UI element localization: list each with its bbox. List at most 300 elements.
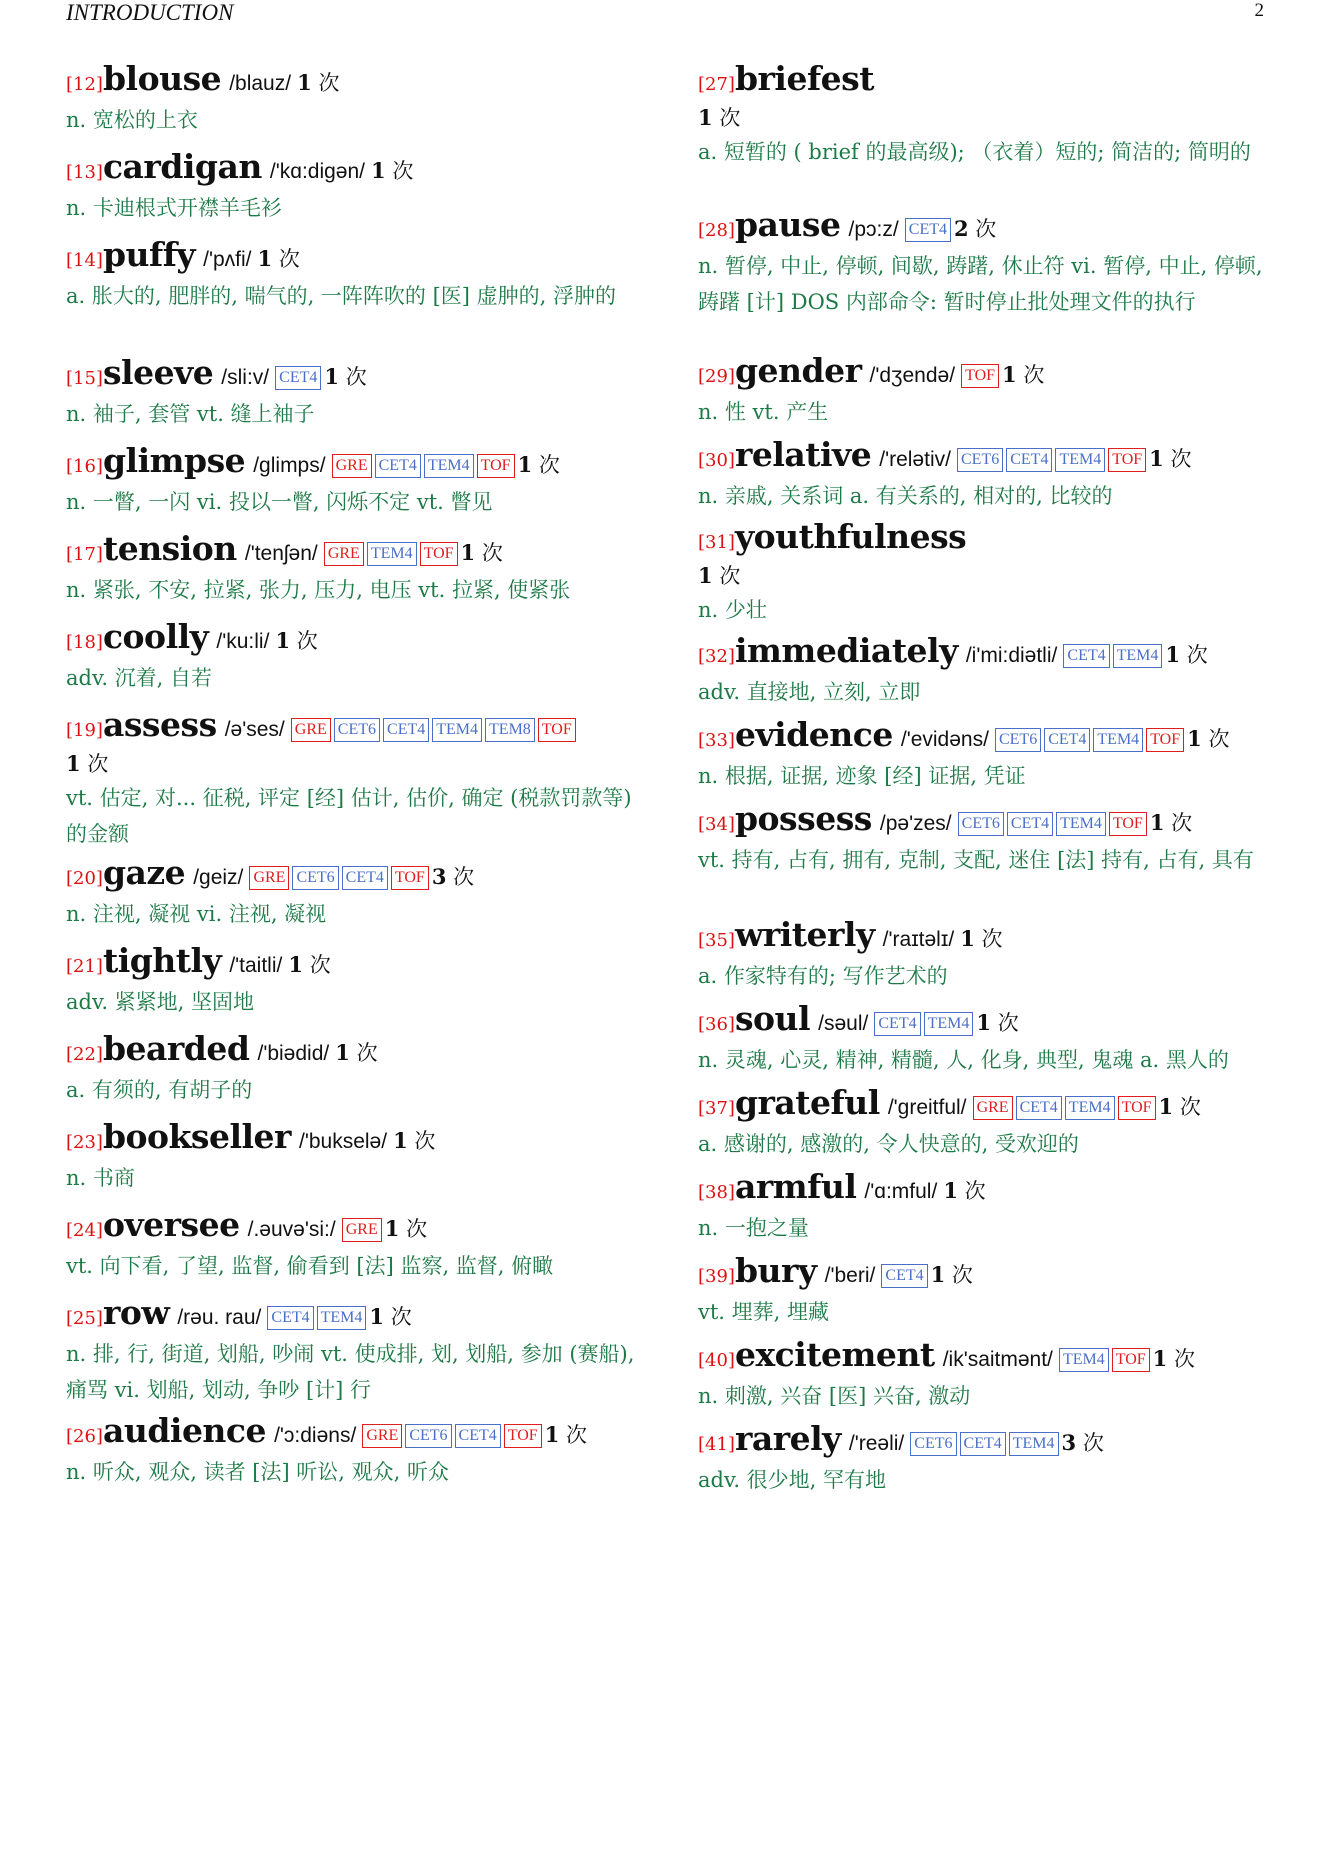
entry-head [66,1293,642,1336]
entry-head [66,353,642,396]
entry-definition: n. 亲戚, 关系词 a. 有关系的, 相对的, 比较的 [698,484,1113,508]
vocab-entry [698,1335,1270,1414]
entry-index: [28] [698,220,735,241]
frequency-unit: 次 [1173,1347,1195,1371]
entry-word: sleeve [102,353,214,392]
page-number: 2 [1254,0,1264,21]
entry-word: coolly [102,617,209,656]
vocab-entry [698,1083,1270,1162]
exam-tag-tof: TOF [961,364,999,388]
entry-word: youthfulness [734,517,967,556]
frequency-unit: 次 [296,629,318,653]
entry-frequency [1187,727,1229,751]
entry-index: [35] [698,930,735,951]
frequency-unit: 次 [453,865,475,889]
entry-ipa: /.əuvə'si:/ [247,1218,336,1241]
entry-frequency [461,541,503,565]
exam-tag-cet4: CET4 [342,866,388,890]
vocab-entry [698,715,1270,794]
page-header [66,0,1264,28]
entry-index: [27] [698,74,735,95]
frequency-count: 1 [960,926,975,951]
frequency-unit: 次 [566,1423,588,1447]
vocab-entry [698,915,1270,994]
vocab-entry [66,1293,642,1408]
entry-word: blouse [102,59,222,98]
entry-head [66,617,642,660]
entry-ipa: /'evidəns/ [900,728,989,751]
frequency-unit: 次 [1023,363,1045,387]
vocab-entry [66,235,642,314]
entry-definition: vt. 埋葬, 埋藏 [698,1300,830,1324]
entry-index: [33] [698,730,735,751]
exam-tag-cet4: CET4 [1063,644,1109,668]
entry-head [66,705,642,780]
exam-tag-cet4: CET4 [383,718,429,742]
entry-head [698,1335,1270,1378]
exam-tag-cet4: CET4 [267,1306,313,1330]
entry-definition: n. 书商 [66,1166,135,1190]
entry-ipa: /'relətiv/ [879,448,951,471]
entry-definition: n. 一抱之量 [698,1216,809,1240]
entry-index: [16] [66,456,103,477]
entry-head [66,59,642,102]
vocab-entry [66,353,642,432]
entry-word: gender [734,351,862,390]
entry-word: briefest [734,59,874,98]
entry-frequency [432,865,474,889]
vocab-entry [698,999,1270,1078]
vocab-entry [698,435,1270,514]
entry-word: tightly [102,941,222,980]
exam-tag-gre: GRE [342,1218,382,1242]
entry-frequency [954,217,996,241]
vocab-entry [66,147,642,226]
entry-ipa: /'biədid/ [257,1042,330,1065]
entry-word: armful [734,1167,857,1206]
vocab-entry [66,1205,642,1284]
frequency-count: 1 [1152,1346,1168,1371]
frequency-count: 1 [1002,362,1017,387]
entry-head [66,235,642,278]
entry-frequency [297,71,339,95]
entry-head [698,1167,1270,1210]
frequency-count: 1 [976,1010,991,1035]
entry-word: relative [734,435,872,474]
vocab-entry [698,59,1270,170]
entry-ipa: /'greitful/ [887,1096,967,1119]
entry-ipa: /səul/ [818,1012,869,1035]
exam-tag-tof: TOF [420,542,458,566]
exam-tag-tem4: TEM4 [1113,644,1163,668]
exam-tag-gre: GRE [973,1096,1013,1120]
exam-tag-tof: TOF [1112,1348,1150,1372]
entry-word: audience [102,1411,267,1450]
entry-word: immediately [734,631,958,670]
entry-frequency [275,629,317,653]
entry-word: row [102,1293,170,1332]
vocab-entry [698,631,1270,710]
entry-ipa: /'reəli/ [848,1432,905,1455]
entry-index: [12] [66,74,103,95]
frequency-count: 1 [460,540,476,565]
entry-head [698,435,1270,478]
entry-word: bury [734,1251,817,1290]
entry-definition: n. 性 vt. 产生 [698,400,829,424]
frequency-unit: 次 [719,564,741,588]
entry-ipa: /'pʌfi/ [203,248,252,271]
frequency-unit: 次 [1082,1431,1104,1455]
entry-ipa: /'ɑ:mful/ [864,1180,938,1203]
frequency-unit: 次 [981,927,1003,951]
frequency-count: 1 [288,952,304,977]
entry-frequency [335,1041,377,1065]
frequency-unit: 次 [481,541,503,565]
entry-frequency [976,1011,1018,1035]
frequency-count: 1 [275,628,291,653]
vocab-entry [66,941,642,1020]
vocab-entry [698,1419,1270,1498]
entry-word: glimpse [102,441,246,480]
entry-head [66,441,642,484]
vocab-entry [66,441,642,520]
entry-index: [21] [66,956,103,977]
entry-head [66,529,642,572]
entry-definition: adv. 紧紧地, 坚固地 [66,990,255,1014]
exam-tag-tof: TOF [391,866,429,890]
entry-index: [40] [698,1350,735,1371]
entry-frequency [545,1423,587,1447]
exam-tag-cet6: CET6 [405,1424,451,1448]
frequency-unit: 次 [1179,1095,1201,1119]
entry-index: [24] [66,1220,103,1241]
entry-definition: a. 胀大的, 肥胖的, 喘气的, 一阵阵吹的 [医] 虚肿的, 浮肿的 [66,284,617,308]
vocab-entry [66,705,642,852]
entry-ipa: /'taitli/ [229,954,283,977]
entry-definition: n. 紧张, 不安, 拉紧, 张力, 压力, 电压 vt. 拉紧, 使紧张 [66,578,571,602]
vocab-entry [698,517,1270,628]
entry-frequency [1153,1347,1195,1371]
entry-definition: n. 卡迪根式开襟羊毛衫 [66,196,282,220]
frequency-unit: 次 [1170,447,1192,471]
frequency-count: 1 [297,70,312,95]
exam-tag-cet6: CET6 [958,812,1004,836]
entry-word: rarely [734,1419,841,1458]
entry-frequency [1165,643,1207,667]
vocab-entry [66,1117,642,1196]
frequency-count: 1 [943,1178,958,1203]
frequency-unit: 次 [1171,811,1193,835]
exam-tag-cet6: CET6 [292,866,338,890]
entry-frequency [385,1217,427,1241]
entry-ipa: /glimps/ [253,454,326,477]
entry-index: [14] [66,250,103,271]
exam-tag-gre: GRE [249,866,289,890]
exam-tag-cet4: CET4 [1007,812,1053,836]
frequency-unit: 次 [345,365,367,389]
entry-word: tension [102,529,237,568]
entry-definition: adv. 很少地, 罕有地 [698,1468,887,1492]
entry-frequency [518,453,560,477]
entry-frequency [1149,447,1191,471]
entry-frequency [1002,363,1044,387]
exam-tag-cet4: CET4 [960,1432,1006,1456]
entry-word: assess [102,705,217,744]
entry-frequency [258,247,300,271]
entry-head [698,999,1270,1042]
entry-frequency [1150,811,1192,835]
exam-tag-tem4: TEM4 [1055,448,1105,472]
frequency-unit: 次 [1186,643,1208,667]
entry-head [698,205,1270,248]
frequency-unit: 次 [309,953,331,977]
frequency-unit: 次 [719,106,741,130]
exam-tag-gre: GRE [362,1424,402,1448]
entry-definition: a. 作家特有的; 写作艺术的 [698,964,948,988]
exam-tag-tof: TOF [477,454,515,478]
exam-tag-gre: GRE [332,454,372,478]
entry-definition: n. 排, 行, 街道, 划船, 吵闹 vt. 使成排, 划, 划船, 参加 (赛船), 痛骂 vi. 划船, 划动, 争吵 [计] 行 [66,1342,635,1402]
entry-definition: n. 注视, 凝视 vi. 注视, 凝视 [66,902,327,926]
frequency-unit: 次 [392,159,414,183]
entry-word: bearded [102,1029,250,1068]
entry-frequency [1062,1431,1104,1455]
vocab-entry [66,853,642,932]
frequency-count: 1 [1165,642,1181,667]
entry-ipa: /'kɑ:digən/ [269,160,365,183]
frequency-unit: 次 [390,1305,412,1329]
exam-tag-tof: TOF [1146,728,1184,752]
exam-tag-tem4: TEM4 [317,1306,367,1330]
entry-head [698,1251,1270,1294]
frequency-count: 1 [393,1128,408,1153]
entry-word: cardigan [102,147,262,186]
entry-frequency [288,953,330,977]
entry-definition: n. 灵魂, 心灵, 精神, 精髓, 人, 化身, 典型, 鬼魂 a. 黑人的 [698,1048,1229,1072]
entry-head [66,1117,642,1160]
exam-tag-cet4: CET4 [1006,448,1052,472]
exam-tag-cet4: CET4 [874,1012,920,1036]
entry-definition: a. 感谢的, 感激的, 令人快意的, 受欢迎的 [698,1132,1079,1156]
frequency-count: 2 [953,216,969,241]
entry-frequency [960,927,1002,951]
frequency-unit: 次 [278,247,300,271]
entry-definition: n. 少壮 [698,598,767,622]
entry-index: [17] [66,544,103,565]
frequency-unit: 次 [318,71,340,95]
entry-definition: adv. 沉着, 自若 [66,666,213,690]
entry-index: [39] [698,1266,735,1287]
frequency-count: 1 [698,105,713,130]
exam-tag-tem4: TEM4 [1093,728,1143,752]
vocab-entry [66,1411,642,1490]
entry-ipa: /geiz/ [193,866,244,889]
vocab-entry [66,1029,642,1108]
entry-ipa: /pɔ:z/ [848,218,899,241]
frequency-unit: 次 [964,1179,986,1203]
entry-head [66,147,642,190]
entry-index: [22] [66,1044,103,1065]
exam-tag-tof: TOF [1108,448,1146,472]
entry-definition: n. 暂停, 中止, 停顿, 间歇, 踌躇, 休止符 vi. 暂停, 中止, 停顿, 踌躇 [计] DOS 内部命令: 暂时停止批处理文件的执行 [698,254,1263,314]
exam-tag-cet6: CET6 [334,718,380,742]
frequency-count: 1 [66,751,81,776]
frequency-count: 1 [1158,1094,1174,1119]
entry-frequency [393,1129,435,1153]
entry-head [698,1419,1270,1462]
entry-index: [37] [698,1098,735,1119]
frequency-unit: 次 [356,1041,378,1065]
vocab-entry [698,1167,1270,1246]
exam-tag-cet4: CET4 [1044,728,1090,752]
vocab-entry [698,799,1270,878]
entry-head [698,351,1270,394]
frequency-count: 3 [1061,1430,1077,1455]
entry-index: [20] [66,868,103,889]
entry-word: writerly [734,915,875,954]
entry-index: [18] [66,632,103,653]
entry-definition: n. 一瞥, 一闪 vi. 投以一瞥, 闪烁不定 vt. 瞥见 [66,490,493,514]
entry-index: [15] [66,368,103,389]
entry-ipa: /i'mi:diətli/ [965,644,1058,667]
entry-word: pause [734,205,841,244]
entry-head [66,1029,642,1072]
entry-ipa: /ik'saitmənt/ [942,1348,1053,1371]
entry-definition: n. 袖子, 套管 vt. 缝上袖子 [66,402,315,426]
entry-frequency [371,159,413,183]
frequency-count: 1 [1149,446,1164,471]
exam-tag-tem8: TEM8 [485,718,535,742]
frequency-unit: 次 [406,1217,428,1241]
entry-ipa: /'tenʃən/ [244,542,318,565]
exam-tag-cet6: CET6 [910,1432,956,1456]
exam-tag-tem4: TEM4 [367,542,417,566]
frequency-unit: 次 [997,1011,1019,1035]
entry-definition: n. 听众, 观众, 读者 [法] 听讼, 观众, 听众 [66,1460,450,1484]
entry-head [698,631,1270,674]
entry-word: gaze [102,853,186,892]
exam-tag-cet4: CET4 [1016,1096,1062,1120]
vocab-entry [66,529,642,608]
frequency-count: 1 [371,158,386,183]
entry-index: [30] [698,450,735,471]
exam-tag-tem4: TEM4 [424,454,474,478]
vocab-entry [698,205,1270,320]
entry-definition: a. 有须的, 有胡子的 [66,1078,253,1102]
exam-tag-tof: TOF [538,718,576,742]
frequency-unit: 次 [87,752,109,776]
frequency-count: 1 [517,452,533,477]
entry-frequency [66,748,642,780]
entry-index: [34] [698,814,735,835]
frequency-count: 1 [324,364,340,389]
entry-ipa: /ə'ses/ [224,718,285,741]
vocab-entry [698,351,1270,430]
entry-ipa: /'ku:li/ [216,630,270,653]
entry-word: evidence [734,715,893,754]
exam-tag-tof: TOF [504,1424,542,1448]
entry-definition: n. 根据, 证据, 迹象 [经] 证据, 凭证 [698,764,1026,788]
frequency-count: 1 [369,1304,385,1329]
exam-tag-gre: GRE [324,542,364,566]
entry-index: [29] [698,366,735,387]
entry-ipa: /sli:v/ [221,366,270,389]
exam-tag-tem4: TEM4 [1065,1096,1115,1120]
entry-frequency [1159,1095,1201,1119]
entry-ipa: /'raɪtəlɪ/ [882,928,955,951]
entry-head [698,799,1270,842]
exam-tag-cet6: CET6 [957,448,1003,472]
entry-frequency [698,560,1270,592]
entry-head [698,517,1270,592]
entry-head [698,59,1270,134]
entry-definition: adv. 直接地, 立刻, 立即 [698,680,921,704]
entry-head [698,715,1270,758]
entry-frequency [943,1179,985,1203]
entry-ipa: /pə'zes/ [879,812,952,835]
exam-tag-tem4: TEM4 [1009,1432,1059,1456]
exam-tag-cet4: CET4 [881,1264,927,1288]
entry-ipa: /'beri/ [824,1264,876,1287]
frequency-unit: 次 [414,1129,436,1153]
entry-ipa: /'bukselə/ [299,1130,388,1153]
entry-head [698,915,1270,958]
entry-definition: n. 刺激, 兴奋 [医] 兴奋, 激动 [698,1384,971,1408]
vocab-entry [698,1251,1270,1330]
exam-tag-cet4: CET4 [275,366,321,390]
entry-word: grateful [734,1083,880,1122]
entry-index: [36] [698,1014,735,1035]
entry-frequency [369,1305,411,1329]
exam-tag-gre: GRE [291,718,331,742]
exam-tag-tem4: TEM4 [924,1012,974,1036]
entry-ipa: /'dʒendə/ [869,364,956,387]
frequency-unit: 次 [975,217,997,241]
entry-index: [23] [66,1132,103,1153]
exam-tag-tof: TOF [1109,812,1147,836]
header-title: INTRODUCTION [66,0,234,25]
vocab-entry [66,59,642,138]
entry-frequency [931,1263,973,1287]
frequency-count: 1 [930,1262,946,1287]
exam-tag-cet6: CET6 [995,728,1041,752]
entry-head [66,853,642,896]
entry-ipa: /'ɔ:diəns/ [274,1424,357,1447]
entry-head [66,1411,642,1454]
entry-frequency [698,102,1270,134]
entry-word: excitement [734,1335,935,1374]
exam-tag-tof: TOF [1118,1096,1156,1120]
frequency-unit: 次 [538,453,560,477]
entry-word: possess [734,799,872,838]
entry-ipa: /blauz/ [229,72,292,95]
frequency-unit: 次 [951,1263,973,1287]
entry-index: [41] [698,1434,735,1455]
exam-tag-cet4: CET4 [905,218,951,242]
vocab-entry [66,617,642,696]
entry-head [66,941,642,984]
entry-index: [26] [66,1426,103,1447]
entry-head [66,1205,642,1248]
frequency-count: 1 [384,1216,400,1241]
exam-tag-tem4: TEM4 [1059,1348,1109,1372]
entry-definition: vt. 估定, 对... 征税, 评定 [经] 估计, 估价, 确定 (税款罚款等) 的金额 [66,786,632,846]
entry-index: [38] [698,1182,735,1203]
frequency-unit: 次 [1208,727,1230,751]
exam-tag-cet4: CET4 [375,454,421,478]
frequency-count: 1 [1149,810,1165,835]
frequency-count: 1 [698,563,713,588]
